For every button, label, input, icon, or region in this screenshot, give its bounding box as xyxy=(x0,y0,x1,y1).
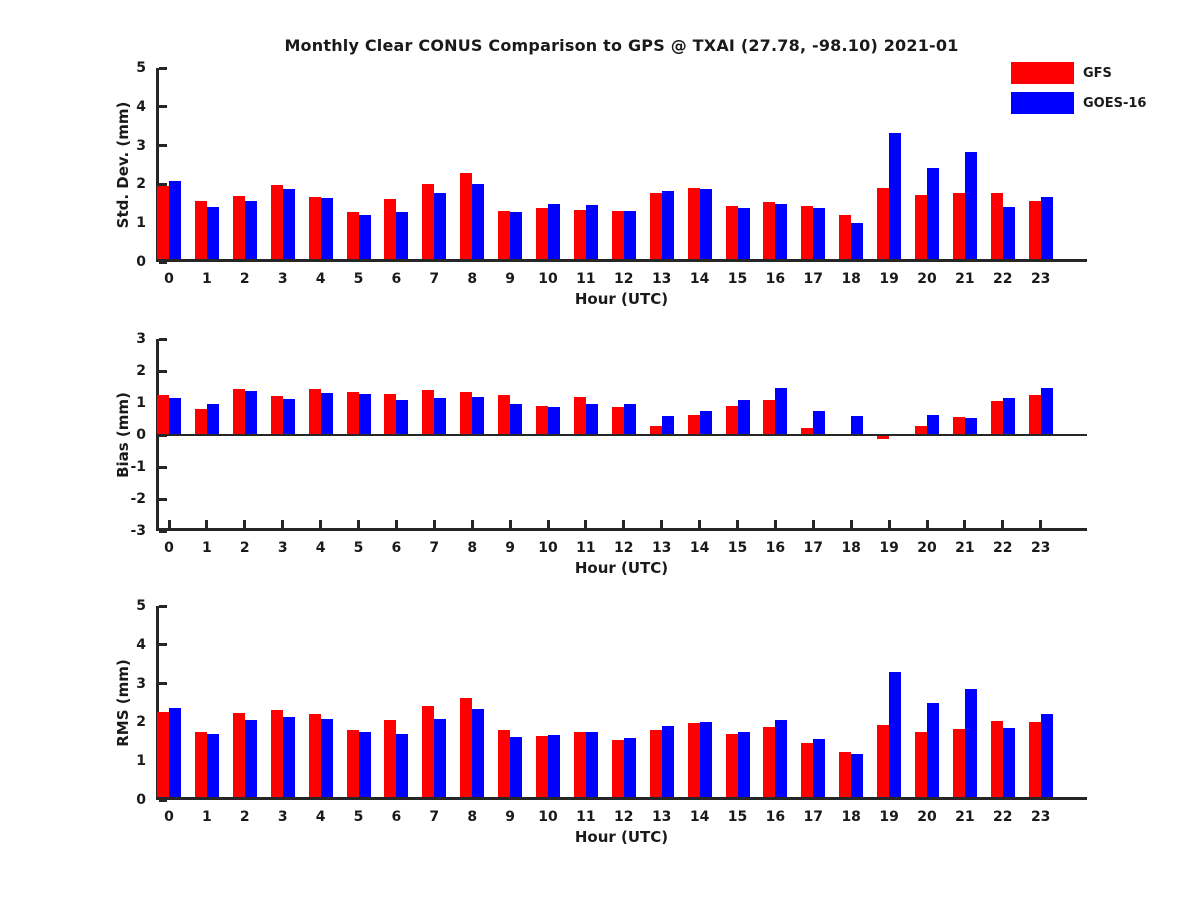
y-axis-label: Std. Dev. (mm) xyxy=(114,101,132,229)
bar-gfs-hour-12 xyxy=(612,211,624,262)
bar-goes16-hour-20 xyxy=(927,703,939,800)
bar-gfs-hour-19 xyxy=(877,188,889,262)
bar-goes16-hour-0 xyxy=(169,398,181,435)
bar-goes16-hour-14 xyxy=(700,411,712,435)
bar-goes16-hour-8 xyxy=(472,709,484,800)
x-tick-mark xyxy=(395,520,398,528)
bar-gfs-hour-7 xyxy=(422,706,434,800)
bar-gfs-hour-16 xyxy=(763,202,775,262)
bar-goes16-hour-23 xyxy=(1041,197,1053,262)
y-tick-label: 2 xyxy=(136,714,146,731)
bar-goes16-hour-20 xyxy=(927,415,939,435)
bar-goes16-hour-0 xyxy=(169,181,181,262)
x-tick-label: 4 xyxy=(315,540,326,556)
x-tick-label: 22 xyxy=(993,809,1013,825)
x-tick-label: 16 xyxy=(765,809,786,825)
bar-gfs-hour-11 xyxy=(574,732,586,800)
bar-goes16-hour-6 xyxy=(396,400,408,435)
bar-goes16-hour-4 xyxy=(321,719,333,800)
bar-gfs-hour-4 xyxy=(309,389,321,435)
y-tick-label: 3 xyxy=(136,137,146,154)
bar-goes16-hour-7 xyxy=(434,719,446,800)
bar-gfs-hour-21 xyxy=(953,729,965,800)
bar-goes16-hour-1 xyxy=(207,207,219,262)
bar-goes16-hour-13 xyxy=(662,726,674,800)
bar-goes16-hour-23 xyxy=(1041,388,1053,435)
bar-goes16-hour-11 xyxy=(586,205,598,262)
x-tick-label: 23 xyxy=(1030,271,1051,287)
x-axis-label: Hour (UTC) xyxy=(574,559,669,577)
y-tick-mark xyxy=(159,105,167,108)
x-tick-label: 22 xyxy=(993,540,1013,556)
x-tick-mark xyxy=(660,520,663,528)
x-tick-label: 20 xyxy=(917,540,937,556)
bar-gfs-hour-21 xyxy=(953,193,965,262)
bar-goes16-hour-4 xyxy=(321,393,333,435)
subplot-rms-mm xyxy=(114,598,1087,846)
bar-goes16-hour-14 xyxy=(700,722,712,800)
x-tick-label: 8 xyxy=(467,809,478,825)
bar-goes16-hour-19 xyxy=(889,672,901,800)
bar-goes16-hour-16 xyxy=(775,388,787,435)
bar-goes16-hour-3 xyxy=(283,717,295,800)
bar-gfs-hour-7 xyxy=(422,390,434,435)
bar-gfs-hour-1 xyxy=(195,201,207,262)
bar-goes16-hour-21 xyxy=(965,689,977,800)
bar-gfs-hour-1 xyxy=(195,732,207,800)
bar-goes16-hour-11 xyxy=(586,732,598,800)
x-tick-label: 0 xyxy=(164,540,174,556)
x-tick-mark xyxy=(509,520,512,528)
bar-gfs-hour-2 xyxy=(233,713,245,800)
legend-label-goes16: GOES-16 xyxy=(1083,95,1147,111)
bar-goes16-hour-9 xyxy=(510,404,522,435)
x-tick-label: 14 xyxy=(689,809,710,825)
y-tick-label: 1 xyxy=(136,395,146,411)
bar-goes16-hour-13 xyxy=(662,416,674,435)
bar-gfs-hour-23 xyxy=(1029,722,1041,800)
x-tick-label: 9 xyxy=(505,809,515,825)
bar-goes16-hour-18 xyxy=(851,223,863,262)
x-tick-label: 0 xyxy=(164,809,174,825)
bar-goes16-hour-10 xyxy=(548,735,560,800)
x-tick-label: 1 xyxy=(202,540,212,556)
bar-goes16-hour-13 xyxy=(662,191,674,262)
x-tick-mark xyxy=(205,520,208,528)
bar-gfs-hour-14 xyxy=(688,188,700,262)
x-tick-label: 17 xyxy=(803,271,824,287)
bar-gfs-hour-5 xyxy=(347,730,359,800)
bar-gfs-hour-11 xyxy=(574,210,586,262)
bar-gfs-hour-2 xyxy=(233,196,245,262)
bar-gfs-hour-0 xyxy=(157,712,169,800)
legend-label-gfs: GFS xyxy=(1083,65,1112,81)
y-tick-label: -2 xyxy=(130,491,146,507)
bar-goes16-hour-2 xyxy=(245,720,257,800)
x-tick-mark xyxy=(433,520,436,528)
bar-goes16-hour-2 xyxy=(245,391,257,435)
x-tick-label: 13 xyxy=(651,271,672,287)
y-tick-label: 0 xyxy=(136,254,146,270)
zero-line xyxy=(156,434,1087,436)
x-tick-mark xyxy=(1001,520,1004,528)
bar-gfs-hour-16 xyxy=(763,727,775,800)
bar-gfs-hour-14 xyxy=(688,723,700,800)
y-tick-label: 4 xyxy=(136,98,146,115)
y-tick-label: 0 xyxy=(136,792,146,808)
bar-goes16-hour-5 xyxy=(359,732,371,800)
bar-gfs-hour-15 xyxy=(726,406,738,435)
x-tick-label: 10 xyxy=(538,540,558,556)
y-tick-label: -3 xyxy=(130,523,146,539)
bar-gfs-hour-23 xyxy=(1029,201,1041,262)
bar-goes16-hour-12 xyxy=(624,738,636,800)
bar-goes16-hour-17 xyxy=(813,411,825,435)
bar-gfs-hour-14 xyxy=(688,415,700,435)
x-tick-label: 21 xyxy=(955,540,975,556)
x-tick-label: 18 xyxy=(841,540,861,556)
x-tick-label: 8 xyxy=(467,271,478,287)
bar-gfs-hour-18 xyxy=(839,215,851,262)
x-tick-mark xyxy=(963,520,966,528)
x-tick-mark xyxy=(736,520,739,528)
bar-gfs-hour-8 xyxy=(460,173,472,262)
y-tick-label: 4 xyxy=(136,636,146,653)
bar-gfs-hour-10 xyxy=(536,406,548,435)
bar-goes16-hour-15 xyxy=(738,732,750,800)
x-tick-label: 9 xyxy=(505,540,515,556)
bar-gfs-hour-15 xyxy=(726,734,738,800)
bar-goes16-hour-3 xyxy=(283,189,295,262)
x-tick-label: 8 xyxy=(467,540,478,556)
x-tick-mark xyxy=(168,520,171,528)
x-tick-label: 21 xyxy=(955,809,975,825)
y-tick-mark xyxy=(159,144,167,147)
x-tick-label: 13 xyxy=(651,540,672,556)
bar-goes16-hour-22 xyxy=(1003,398,1015,435)
x-tick-label: 23 xyxy=(1030,540,1051,556)
x-axis-label: Hour (UTC) xyxy=(574,290,669,308)
x-tick-label: 6 xyxy=(391,809,402,825)
bar-goes16-hour-21 xyxy=(965,152,977,262)
x-axis-spine xyxy=(156,797,1087,800)
bar-goes16-hour-4 xyxy=(321,198,333,262)
x-tick-label: 12 xyxy=(614,809,634,825)
bar-gfs-hour-10 xyxy=(536,208,548,262)
x-tick-mark xyxy=(888,520,891,528)
bar-goes16-hour-2 xyxy=(245,201,257,262)
bar-goes16-hour-5 xyxy=(359,215,371,262)
bar-goes16-hour-21 xyxy=(965,418,977,435)
bar-goes16-hour-7 xyxy=(434,193,446,262)
bar-goes16-hour-9 xyxy=(510,737,522,800)
x-tick-label: 3 xyxy=(277,540,288,556)
y-tick-mark xyxy=(159,370,167,373)
x-tick-label: 23 xyxy=(1030,809,1051,825)
y-tick-label: 1 xyxy=(136,753,146,770)
bar-gfs-hour-15 xyxy=(726,206,738,262)
x-tick-label: 20 xyxy=(917,271,937,287)
x-tick-mark xyxy=(547,520,550,528)
bar-gfs-hour-8 xyxy=(460,392,472,435)
bar-gfs-hour-7 xyxy=(422,184,434,262)
bar-gfs-hour-0 xyxy=(157,395,169,435)
x-tick-label: 13 xyxy=(651,809,672,825)
bar-gfs-hour-18 xyxy=(839,752,851,800)
y-axis-label: RMS (mm) xyxy=(114,659,132,747)
bar-gfs-hour-3 xyxy=(271,710,283,800)
y-tick-mark xyxy=(159,643,167,646)
x-tick-mark xyxy=(774,520,777,528)
x-tick-mark xyxy=(622,520,625,528)
x-tick-label: 15 xyxy=(727,540,748,556)
x-tick-mark xyxy=(357,520,360,528)
x-tick-label: 7 xyxy=(429,540,440,556)
x-tick-label: 2 xyxy=(239,540,250,556)
bar-gfs-hour-1 xyxy=(195,409,207,435)
bar-goes16-hour-3 xyxy=(283,399,295,435)
x-tick-label: 4 xyxy=(315,271,326,287)
x-tick-label: 5 xyxy=(353,809,364,825)
bar-goes16-hour-22 xyxy=(1003,728,1015,800)
bar-goes16-hour-9 xyxy=(510,212,522,262)
x-tick-label: 11 xyxy=(576,809,596,825)
bar-gfs-hour-6 xyxy=(384,199,396,262)
x-tick-label: 0 xyxy=(164,271,174,287)
y-tick-mark xyxy=(159,605,167,608)
x-tick-label: 2 xyxy=(239,271,250,287)
y-tick-mark xyxy=(159,682,167,685)
x-tick-mark xyxy=(926,520,929,528)
x-tick-mark xyxy=(281,520,284,528)
bar-gfs-hour-10 xyxy=(536,736,548,800)
x-axis-spine xyxy=(156,259,1087,262)
x-axis-spine xyxy=(156,528,1087,531)
bar-goes16-hour-15 xyxy=(738,400,750,435)
x-tick-label: 6 xyxy=(391,271,402,287)
bar-goes16-hour-6 xyxy=(396,212,408,262)
y-tick-label: -1 xyxy=(130,459,146,475)
x-tick-label: 10 xyxy=(538,271,558,287)
y-axis-label: Bias (mm) xyxy=(114,392,132,478)
bar-goes16-hour-19 xyxy=(889,133,901,262)
x-tick-mark xyxy=(698,520,701,528)
bar-gfs-hour-23 xyxy=(1029,395,1041,435)
bar-goes16-hour-16 xyxy=(775,204,787,262)
x-tick-label: 12 xyxy=(614,540,634,556)
y-tick-mark xyxy=(159,466,167,469)
x-tick-label: 3 xyxy=(277,809,288,825)
bar-gfs-hour-6 xyxy=(384,720,396,800)
bar-gfs-hour-20 xyxy=(915,732,927,800)
bar-goes16-hour-18 xyxy=(851,416,863,435)
y-tick-label: 2 xyxy=(136,363,146,379)
figure-title: Monthly Clear CONUS Comparison to GPS @ TXAI (27.78, -98.10) 2021-01 xyxy=(284,36,959,55)
bar-gfs-hour-5 xyxy=(347,392,359,435)
bar-gfs-hour-8 xyxy=(460,698,472,800)
bar-gfs-hour-9 xyxy=(498,730,510,800)
bar-goes16-hour-14 xyxy=(700,189,712,262)
bar-goes16-hour-15 xyxy=(738,208,750,262)
x-tick-label: 7 xyxy=(429,809,440,825)
x-tick-mark xyxy=(584,520,587,528)
x-tick-label: 19 xyxy=(879,540,899,556)
bar-gfs-hour-6 xyxy=(384,394,396,435)
x-tick-label: 10 xyxy=(538,809,558,825)
y-tick-label: 5 xyxy=(136,60,146,76)
y-tick-label: 0 xyxy=(136,427,146,443)
bar-goes16-hour-6 xyxy=(396,734,408,800)
x-tick-label: 19 xyxy=(879,809,899,825)
x-tick-label: 16 xyxy=(765,540,786,556)
bar-goes16-hour-16 xyxy=(775,720,787,800)
x-tick-label: 18 xyxy=(841,271,861,287)
y-tick-label: 3 xyxy=(136,675,146,692)
bar-gfs-hour-20 xyxy=(915,195,927,262)
x-tick-label: 11 xyxy=(576,540,596,556)
bar-goes16-hour-0 xyxy=(169,708,181,800)
bar-gfs-hour-11 xyxy=(574,397,586,435)
bar-goes16-hour-18 xyxy=(851,754,863,800)
x-tick-label: 7 xyxy=(429,271,440,287)
x-tick-mark xyxy=(850,520,853,528)
x-tick-label: 1 xyxy=(202,809,212,825)
bar-gfs-hour-17 xyxy=(801,206,813,262)
bar-gfs-hour-12 xyxy=(612,740,624,800)
bar-goes16-hour-5 xyxy=(359,394,371,435)
x-tick-label: 17 xyxy=(803,540,824,556)
bar-gfs-hour-5 xyxy=(347,212,359,262)
x-tick-label: 2 xyxy=(239,809,250,825)
bar-goes16-hour-11 xyxy=(586,404,598,435)
x-tick-mark xyxy=(243,520,246,528)
x-tick-label: 18 xyxy=(841,809,861,825)
bar-gfs-hour-4 xyxy=(309,197,321,262)
x-tick-label: 4 xyxy=(315,809,326,825)
bar-gfs-hour-17 xyxy=(801,743,813,800)
bar-gfs-hour-3 xyxy=(271,185,283,262)
x-tick-label: 19 xyxy=(879,271,899,287)
bar-gfs-hour-16 xyxy=(763,400,775,435)
x-tick-label: 3 xyxy=(277,271,288,287)
x-tick-label: 14 xyxy=(689,271,710,287)
y-tick-label: 2 xyxy=(136,176,146,193)
x-tick-mark xyxy=(1039,520,1042,528)
bar-goes16-hour-8 xyxy=(472,397,484,435)
bar-gfs-hour-0 xyxy=(157,186,169,262)
bar-goes16-hour-12 xyxy=(624,404,636,435)
bar-gfs-hour-21 xyxy=(953,417,965,435)
bar-gfs-hour-2 xyxy=(233,389,245,435)
bar-gfs-hour-22 xyxy=(991,401,1003,435)
bar-goes16-hour-17 xyxy=(813,739,825,800)
x-tick-label: 9 xyxy=(505,271,515,287)
x-tick-label: 21 xyxy=(955,271,975,287)
x-tick-label: 5 xyxy=(353,271,364,287)
x-tick-label: 14 xyxy=(689,540,710,556)
bar-goes16-hour-22 xyxy=(1003,207,1015,262)
bar-goes16-hour-23 xyxy=(1041,714,1053,800)
bar-goes16-hour-7 xyxy=(434,398,446,435)
y-tick-mark xyxy=(159,338,167,341)
bar-goes16-hour-10 xyxy=(548,407,560,435)
y-tick-label: 5 xyxy=(136,598,146,614)
x-tick-label: 20 xyxy=(917,809,937,825)
x-tick-label: 1 xyxy=(202,271,212,287)
bar-gfs-hour-4 xyxy=(309,714,321,800)
bar-gfs-hour-12 xyxy=(612,407,624,435)
bar-goes16-hour-17 xyxy=(813,208,825,262)
x-tick-mark xyxy=(812,520,815,528)
bar-goes16-hour-10 xyxy=(548,204,560,262)
x-tick-label: 5 xyxy=(353,540,364,556)
bar-goes16-hour-1 xyxy=(207,734,219,800)
x-tick-label: 17 xyxy=(803,809,824,825)
x-tick-label: 22 xyxy=(993,271,1013,287)
bar-goes16-hour-20 xyxy=(927,168,939,262)
subplot-std-dev-mm xyxy=(114,60,1087,308)
x-tick-label: 11 xyxy=(576,271,596,287)
bar-goes16-hour-1 xyxy=(207,404,219,435)
subplot-bias-mm xyxy=(114,331,1087,577)
bar-gfs-hour-9 xyxy=(498,395,510,435)
y-tick-label: 3 xyxy=(136,331,146,347)
x-tick-label: 15 xyxy=(727,271,748,287)
bar-gfs-hour-9 xyxy=(498,211,510,262)
bar-gfs-hour-13 xyxy=(650,193,662,262)
bar-gfs-hour-3 xyxy=(271,396,283,435)
x-tick-label: 15 xyxy=(727,809,748,825)
bar-gfs-hour-19 xyxy=(877,725,889,800)
x-tick-mark xyxy=(319,520,322,528)
y-tick-mark xyxy=(159,67,167,70)
y-tick-mark xyxy=(159,498,167,501)
x-axis-label: Hour (UTC) xyxy=(574,828,669,846)
bar-gfs-hour-22 xyxy=(991,193,1003,262)
bar-goes16-hour-12 xyxy=(624,211,636,262)
bar-goes16-hour-8 xyxy=(472,184,484,262)
bar-gfs-hour-13 xyxy=(650,730,662,800)
bar-gfs-hour-22 xyxy=(991,721,1003,800)
x-tick-label: 6 xyxy=(391,540,402,556)
x-tick-label: 16 xyxy=(765,271,786,287)
y-tick-label: 1 xyxy=(136,215,146,232)
x-tick-label: 12 xyxy=(614,271,634,287)
x-tick-mark xyxy=(471,520,474,528)
